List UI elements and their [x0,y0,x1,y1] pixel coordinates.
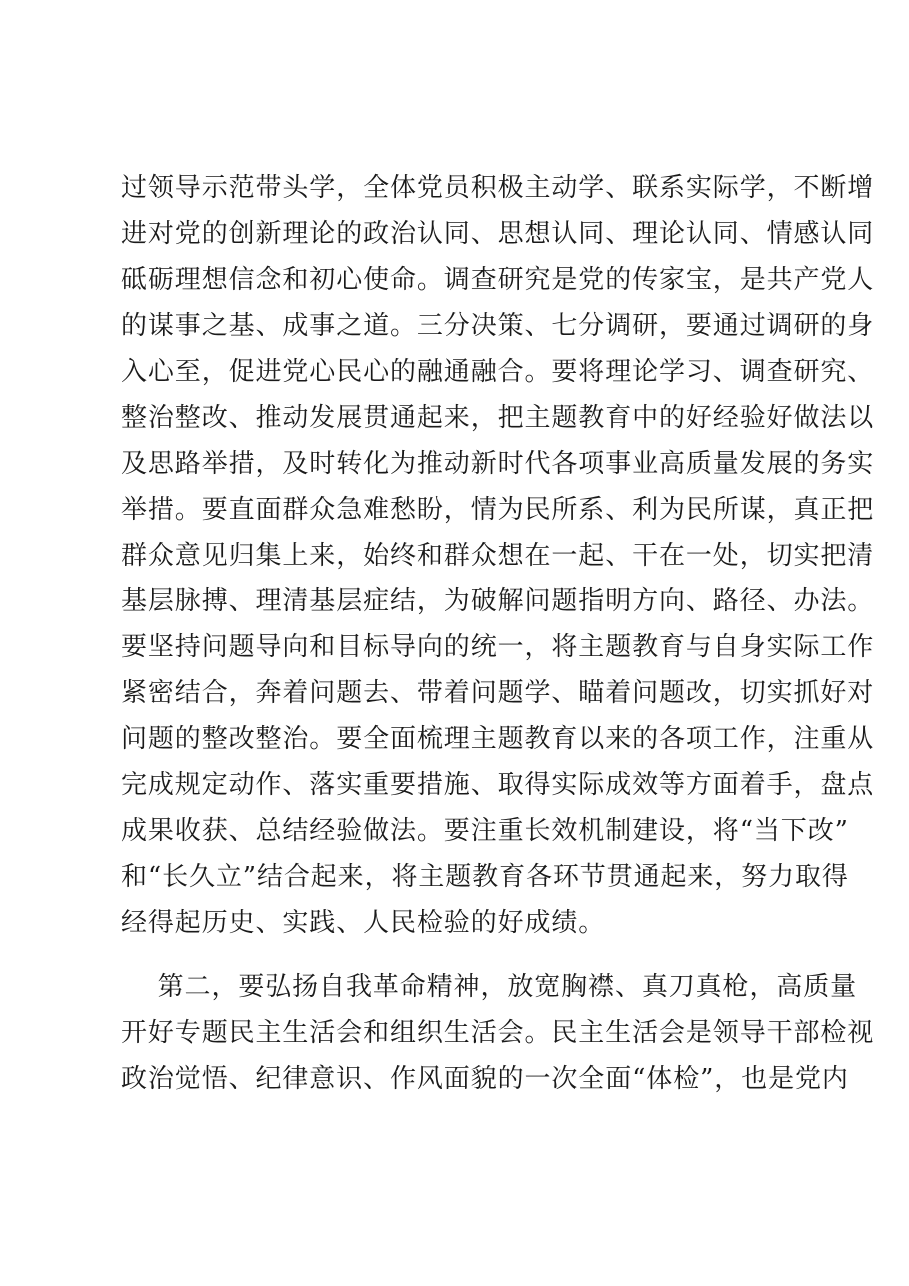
text-line: 经得起历史、实践、人民检验的好成绩。 [121,908,606,938]
document-body [121,166,875,1103]
text-line: 第二，要弘扬自我革命精神，放宽胸襟、真刀真枪，高质量 [121,971,858,1002]
paragraph-2 [121,965,875,1103]
text-line: 紧密结合，奔着问题去、带着问题学、瞄着问题改，切实抓好对 [121,678,875,709]
text-line: 开好专题民主生活会和组织生活会。民主生活会是领导干部检视 [121,1017,875,1048]
paragraph-gap [121,947,811,965]
text-line: 的谋事之基、成事之道。三分决策、七分调研，要通过调研的身 [121,310,875,341]
text-line: 群众意见归集上来，始终和群众想在一起、干在一处，切实把清 [121,540,875,571]
text-line: 过领导示范带头学，全体党员积极主动学、联系实际学，不断增 [121,173,875,203]
text-line: 问题的整改整治。要全面梳理主题教育以来的各项工作，注重从 [121,724,875,755]
text-line: 成果收获、总结经验做法。要注重长效机制建设，将“当下改” [121,816,849,847]
text-line: 及思路举措，及时转化为推动新时代各项事业高质量发展的务实 [121,448,875,479]
text-line: 完成规定动作、落实重要措施、取得实际成效等方面着手，盘点 [121,770,875,801]
text-line: 和“长久立”结合起来，将主题教育各环节贯通起来，努力取得 [121,862,849,893]
text-line: 要坚持问题导向和目标导向的统一，将主题教育与自身实际工作 [121,632,875,663]
text-line: 砥砺理想信念和初心使命。调查研究是党的传家宝，是共产党人 [121,264,875,295]
paragraph-1 [121,166,875,947]
text-line: 基层脉搏、理清基层症结，为破解问题指明方向、路径、办法。 [121,586,875,617]
text-line: 入心至，促进党心民心的融通融合。要将理论学习、调查研究、 [121,356,875,387]
text-line: 政治觉悟、纪律意识、作风面貌的一次全面“体检”，也是党内 [121,1063,849,1094]
text-line: 进对党的创新理论的政治认同、思想认同、理论认同、情感认同 [121,218,875,249]
text-line: 整治整改、推动发展贯通起来，把主题教育中的好经验好做法以 [121,402,875,433]
text-line: 举措。要直面群众急难愁盼，情为民所系、利为民所谋，真正把 [121,494,875,525]
